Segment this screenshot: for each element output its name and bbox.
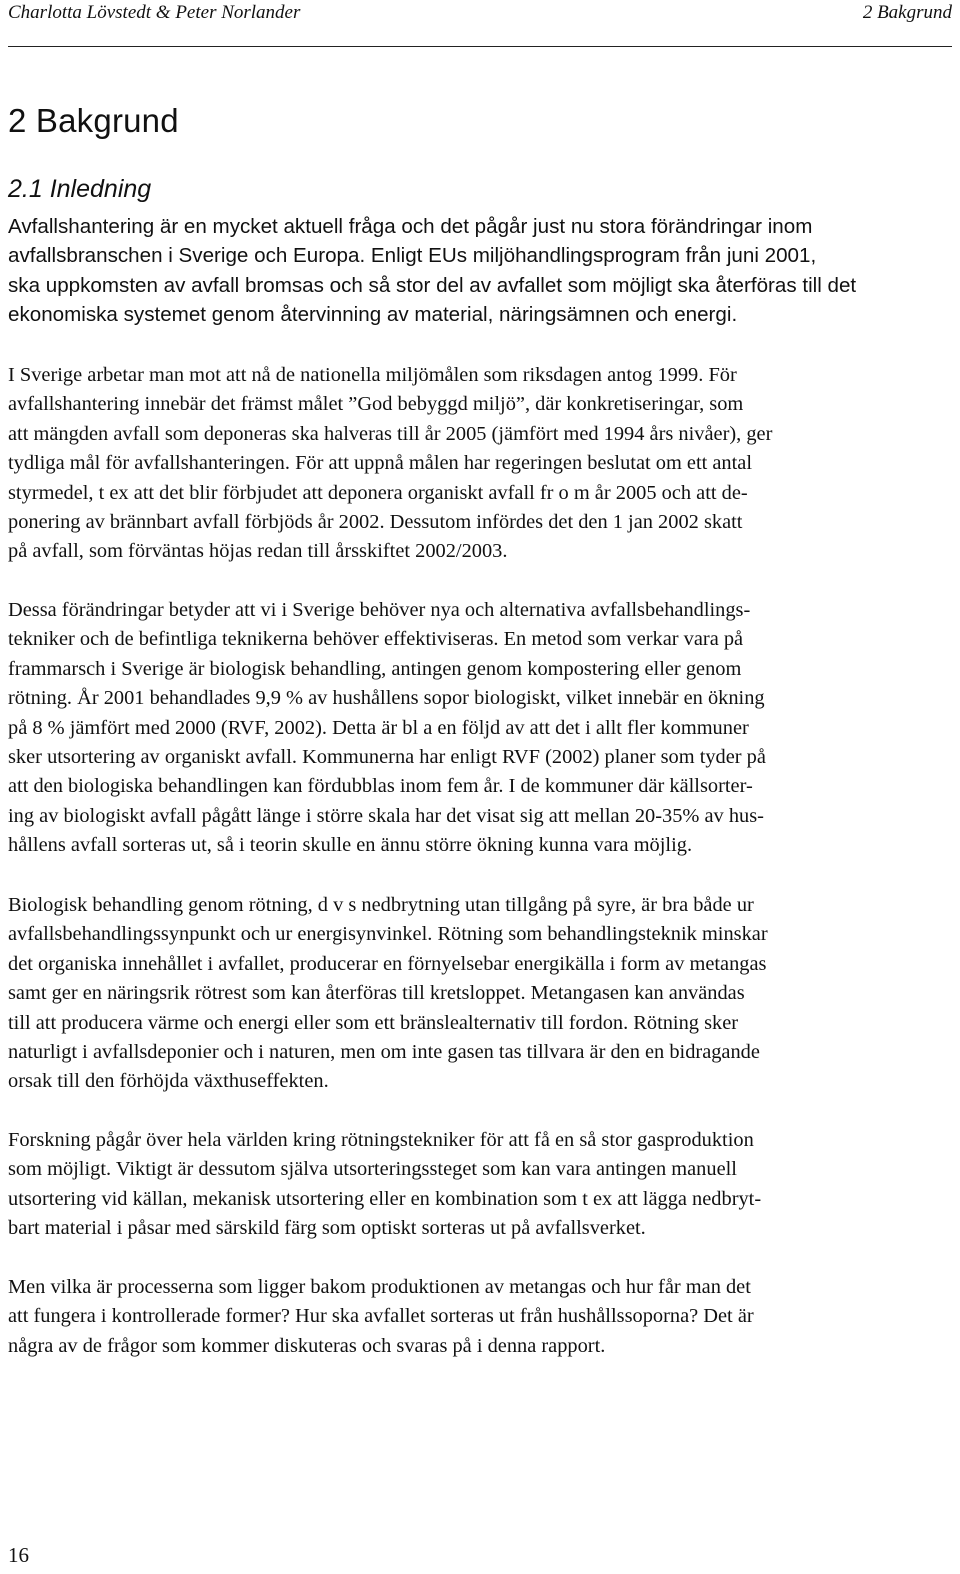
text-line: det organiska innehållet i avfallet, producerar en förnyelsebar energikälla i form av metangas [8, 952, 767, 975]
text-line: Avfallshantering är en mycket aktuell fråga och det pågår just nu stora förändringar inom [8, 215, 813, 238]
text-line: avfallsbehandlingssynpunkt och ur energisynvinkel. Rötning som behandlingsteknik minskar [8, 923, 768, 946]
text-line: tydliga mål för avfallshanteringen. För att uppnå målen har regeringen beslutat om ett antal [8, 452, 753, 475]
text-line: några av de frågor som kommer diskuteras och svaras på i denna rapport. [8, 1334, 606, 1357]
text-line: samt ger en näringsrik rötrest som kan återföras till kretsloppet. Metangasen kan användas [8, 982, 745, 1005]
text-line: styrmedel, t ex att det blir förbjudet att deponera organiskt avfall fr o m år 2005 och att de- [8, 481, 748, 504]
text-line: avfallsbranschen i Sverige och Europa. Enligt EUs miljöhandlingsprogram från juni 2001, [8, 244, 817, 268]
text-line: sker utsortering av organiskt avfall. Kommunerna har enligt RVF (2002) planer som tyder på [8, 746, 766, 769]
header-chapter: 2 Bakgrund [862, 2, 952, 23]
text-line: bart material i påsar med särskild färg som optiskt sorteras ut på avfallsverket. [8, 1217, 646, 1240]
text-line: rötning. År 2001 behandlades 9,9 % av hushållens sopor biologiskt, vilket innebär en ökning [8, 687, 765, 710]
text-line: ponering av brännbart avfall förbjöds år 2002. Dessutom infördes det den 1 jan 2002 skatt [8, 511, 743, 534]
text-line: att fungera i kontrollerade former? Hur ska avfallet sorteras ut från hushållssoporna? Det är [8, 1305, 754, 1328]
paragraph-forandringar [8, 596, 956, 861]
paragraph-fragor [8, 1273, 956, 1361]
text-line: naturligt i avfallsdeponier och i naturen, men om inte gasen tas tillvara är den en bidragande [8, 1041, 760, 1064]
chapter-title: 2 Bakgrund [8, 102, 179, 139]
text-line: ekonomiska systemet genom återvinning av material, näringsämnen och energi. [8, 303, 738, 327]
text-line: frammarsch i Sverige är biologisk behandling, antingen genom kompostering eller genom [8, 657, 742, 680]
text-line: Forskning pågår över hela världen kring rötningstekniker för att få en så stor gasproduktion [8, 1129, 754, 1151]
page-number: 16 [8, 1543, 29, 1567]
text-line: ska uppkomsten av avfall bromsas och så stor del av avfallet som möjligt ska återföras till det [8, 273, 857, 297]
text-line: att mängden avfall som deponeras ska halveras till år 2005 (jämfört med 1994 års nivåer), ger [8, 422, 773, 445]
header-authors: Charlotta Lövstedt & Peter Norlander [8, 2, 301, 23]
text-line: avfallshantering innebär det främst målet ”God bebyggd miljö”, där konkretiseringar, som [8, 393, 744, 416]
text-line: Biologisk behandling genom rötning, d v s nedbrytning utan tillgång på syre, är bra både ur [8, 894, 754, 916]
text-line: till att producera värme och energi eller som ett bränslealternativ till fordon. Rötning sker [8, 1011, 739, 1034]
text-line: orsak till den förhöjda växthuseffekten. [8, 1070, 329, 1093]
paragraph-biologisk-behandling [8, 891, 956, 1097]
text-line: tekniker och de befintliga teknikerna behöver effektiviseras. En metod som verkar vara på [8, 628, 744, 651]
text-line: på avfall, som förväntas höjas redan till årsskiftet 2002/2003. [8, 540, 508, 563]
text-line: att den biologiska behandlingen kan fördubblas inom fem år. I de kommuner där källsorter- [8, 775, 753, 798]
text-line: hållens avfall sorteras ut, så i teorin skulle en ännu större ökning kunna vara möjlig. [8, 834, 693, 857]
text-line: Men vilka är processerna som ligger bakom produktionen av metangas och hur får man det [8, 1276, 751, 1298]
section-title: 2.1 Inledning [8, 175, 152, 203]
paragraph-forskning [8, 1126, 956, 1244]
paragraph-intro [8, 212, 956, 330]
text-line: I Sverige arbetar man mot att nå de nationella miljömålen som riksdagen antog 1999. För [8, 364, 737, 386]
text-line: på 8 % jämfört med 2000 (RVF, 2002). Detta är bl a en följd av att det i allt fler kommuner [8, 716, 749, 739]
text-line: Dessa förändringar betyder att vi i Sverige behöver nya och alternativa avfallsbehandlings- [8, 599, 751, 621]
text-line: ing av biologiskt avfall pågått länge i större skala har det visat sig att mellan 20-35% av hus- [8, 804, 764, 827]
paragraph-miljomal [8, 361, 956, 567]
text-line: som möjligt. Viktigt är dessutom själva utsorteringssteget som kan vara antingen manuell [8, 1158, 737, 1181]
text-line: utsortering vid källan, mekanisk utsortering eller en kombination som t ex att lägga nedbryt- [8, 1187, 762, 1210]
running-header [8, 0, 952, 47]
